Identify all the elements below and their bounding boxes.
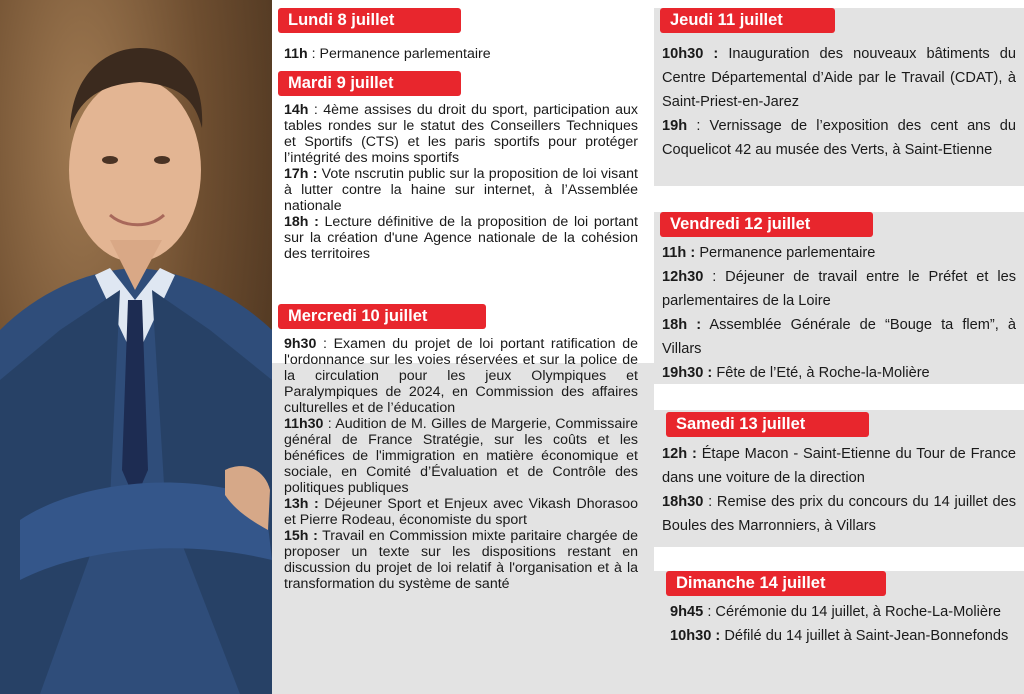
event-text: Défilé du 14 juillet à Saint-Jean-Bonnefonds xyxy=(720,628,1009,644)
event-item xyxy=(662,361,1016,385)
portrait-illustration xyxy=(0,0,272,694)
event-text: Lecture définitive de la proposition de loi portant sur la création d'une Agence nationale de la cohésion des territoires xyxy=(284,214,638,262)
day-header-mardi: Mardi 9 juillet xyxy=(278,71,461,96)
event-text: Étape Macon - Saint-Etienne du Tour de France dans une voiture de la direction xyxy=(662,446,1017,486)
event-item xyxy=(670,600,1016,624)
event-text: Inauguration des nouveaux bâtiments du Centre Départemental d’Aide par le Travail (CDAT), à Saint-Priest-en-Jarez xyxy=(662,46,1016,110)
event-time: 10h30 : xyxy=(662,46,719,62)
event-item xyxy=(284,102,638,166)
day-header-dimanche: Dimanche 14 juillet xyxy=(666,571,886,596)
event-text: : 4ème assises du droit du sport, participation aux tables rondes sur le statut des Conseillers Techniques et Sportifs (CTS) et les paris sportifs pour protéger l’intégrité des moins sportifs xyxy=(284,102,638,166)
event-item xyxy=(662,442,1016,490)
event-time: 11h : xyxy=(662,245,696,261)
day-header-vendredi: Vendredi 12 juillet xyxy=(660,212,873,237)
schedule-vendredi xyxy=(662,241,1016,385)
event-text: : Déjeuner de travail entre le Préfet et les parlementaires de la Loire xyxy=(662,269,1016,309)
event-text: : Cérémonie du 14 juillet, à Roche-La-Molière xyxy=(703,604,1001,620)
event-item xyxy=(284,166,638,214)
event-text: Permanence parlementaire xyxy=(695,245,876,261)
event-text: Fête de l’Eté, à Roche-la-Molière xyxy=(712,365,930,381)
day-header-jeudi: Jeudi 11 juillet xyxy=(660,8,835,33)
event-time: 18h30 xyxy=(662,494,704,510)
schedule-dimanche xyxy=(670,600,1016,648)
schedule-samedi xyxy=(662,442,1016,538)
event-text: : Permanence parlementaire xyxy=(307,46,491,62)
event-time: 12h : xyxy=(662,446,697,462)
event-time: 19h30 : xyxy=(662,365,713,381)
event-time: 19h xyxy=(662,118,688,134)
schedule-mercredi xyxy=(284,336,638,592)
event-time: 17h : xyxy=(284,166,318,182)
event-item xyxy=(662,490,1016,538)
event-time: 15h : xyxy=(284,528,318,544)
event-item xyxy=(284,46,644,62)
event-item xyxy=(284,528,638,592)
event-time: 9h30 xyxy=(284,336,317,352)
event-time: 12h30 xyxy=(662,269,704,285)
event-time: 11h30 xyxy=(284,416,324,432)
day-header-mercredi: Mercredi 10 juillet xyxy=(278,304,486,329)
schedule-jeudi xyxy=(662,42,1016,162)
event-text: : Remise des prix du concours du 14 juillet des Boules des Marronniers, à Villars xyxy=(662,494,1016,534)
event-text: : Vernissage de l’exposition des cent ans du Coquelicot 42 au musée des Verts, à Saint-Etienne xyxy=(662,118,1016,158)
schedule-lundi xyxy=(284,46,644,62)
event-item xyxy=(662,42,1016,114)
event-time: 18h : xyxy=(284,214,319,230)
event-item xyxy=(670,624,1016,648)
event-item xyxy=(662,265,1016,313)
event-text: Déjeuner Sport et Enjeux avec Vikash Dhorasoo et Pierre Rodeau, économiste du sport xyxy=(284,496,638,528)
portrait-photo xyxy=(0,0,272,694)
event-item xyxy=(284,496,638,528)
event-time: 9h45 xyxy=(670,604,704,620)
event-item xyxy=(284,336,638,416)
event-time: 18h : xyxy=(662,317,702,333)
event-item xyxy=(662,313,1016,361)
event-text: Assemblée Générale de “Bouge ta flem”, à Villars xyxy=(662,317,1017,357)
event-time: 14h xyxy=(284,102,309,118)
event-time: 13h : xyxy=(284,496,319,512)
event-item xyxy=(284,214,638,262)
event-text: Travail en Commission mixte paritaire chargée de proposer un texte sur les dispositions restant en discussion du projet de loi relatif à l'organisation et à la transformation du système de santé xyxy=(284,528,638,592)
day-header-samedi: Samedi 13 juillet xyxy=(666,412,869,437)
event-item xyxy=(662,241,1016,265)
event-text: Vote nscrutin public sur la proposition de loi visant à lutter contre la haine sur internet, à l’Assemblée nationale xyxy=(284,166,638,214)
schedule-mardi xyxy=(284,102,638,262)
day-header-lundi: Lundi 8 juillet xyxy=(278,8,461,33)
event-time: 10h30 : xyxy=(670,628,721,644)
event-item xyxy=(284,416,638,496)
event-time: 11h xyxy=(284,46,308,62)
event-text: : Examen du projet de loi portant ratification de l'ordonnance sur les voies réservées et sur la police de la circulation pour les jeux Olympiques et Paralympiques de 2024, en Commission des affaires culturelles et de l’éducation xyxy=(284,336,638,416)
event-text: : Audition de M. Gilles de Margerie, Commissaire général de France Stratégie, sur les coûts et les bénéfices de l'immigration en matière économique et sociale, en Comité d’Évaluation et de Contrôle des politiques publiques xyxy=(284,416,638,496)
event-item xyxy=(662,114,1016,162)
